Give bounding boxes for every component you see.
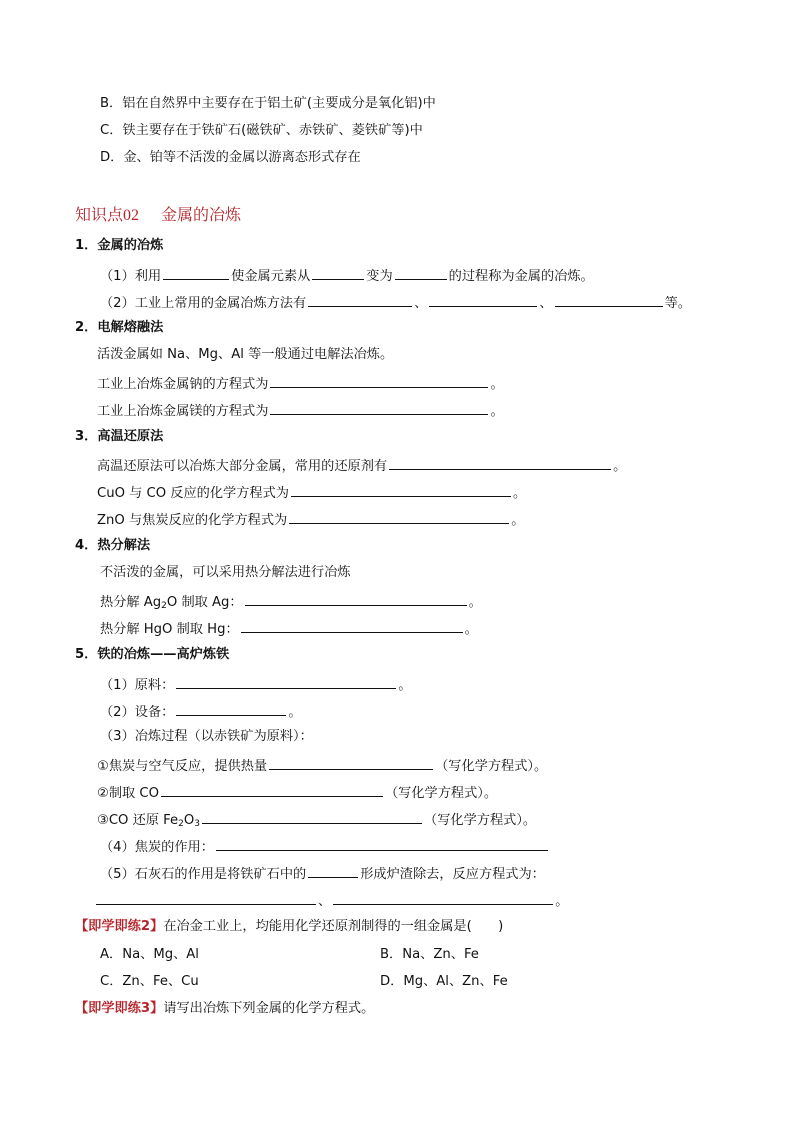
section-5-line-9 bbox=[96, 891, 568, 910]
text: 。 bbox=[468, 595, 482, 610]
section-4-line-3 bbox=[100, 619, 478, 638]
section-5-line-3: （3）冶炼过程（以赤铁矿为原料）： bbox=[100, 729, 313, 744]
section-3-line-2 bbox=[97, 483, 526, 502]
text: ③CO 还原 Fe bbox=[97, 813, 179, 828]
answer-blank[interactable] bbox=[96, 891, 316, 905]
answer-blank[interactable] bbox=[163, 266, 229, 280]
answer-blank[interactable] bbox=[245, 592, 467, 606]
section-5-line-6 bbox=[97, 810, 536, 832]
text: 热分解 Ag bbox=[100, 595, 162, 610]
text: ZnO 与焦炭反应的化学方程式为 bbox=[97, 513, 288, 528]
text: 形成炉渣除去，反应方程式为： bbox=[360, 867, 545, 882]
option-b: B．铝在自然界中主要存在于铝土矿(主要成分是氧化铝)中 bbox=[100, 96, 436, 111]
answer-blank[interactable] bbox=[395, 266, 447, 280]
answer-blank[interactable] bbox=[176, 675, 396, 689]
text: （4）焦炭的作用： bbox=[100, 840, 214, 855]
text: 。 bbox=[555, 894, 569, 909]
text: 在冶金工业上，均能用化学还原剂制得的一组金属是( ) bbox=[163, 919, 504, 934]
practice-3-tag: 【即学即练3】 bbox=[75, 1001, 164, 1016]
section-5-title: 5．铁的冶炼——高炉炼铁 bbox=[75, 647, 230, 662]
text: 等。 bbox=[664, 296, 691, 311]
answer-blank[interactable] bbox=[308, 864, 358, 878]
text: 、 bbox=[539, 296, 553, 311]
practice-2-option-b: B．Na、Zn、Fe bbox=[380, 947, 479, 962]
knowledge-point-title: 金属的冶炼 bbox=[161, 207, 242, 224]
knowledge-point-heading bbox=[75, 202, 241, 225]
text: （2）工业上常用的金属冶炼方法有 bbox=[100, 296, 307, 311]
practice-3-question bbox=[75, 1001, 374, 1017]
subscript: 2 bbox=[161, 601, 167, 611]
text: 变为 bbox=[366, 269, 393, 284]
text: 工业上冶炼金属钠的方程式为 bbox=[97, 377, 269, 392]
section-3-line-1 bbox=[97, 456, 626, 475]
section-4-line-1: 不活泼的金属，可以采用热分解法进行冶炼 bbox=[100, 565, 351, 580]
practice-2-option-c: C．Zn、Fe、Cu bbox=[100, 974, 199, 989]
answer-blank[interactable] bbox=[241, 619, 463, 633]
section-5-line-4 bbox=[97, 756, 547, 775]
section-5-line-8 bbox=[100, 864, 545, 883]
subscript: 2 bbox=[178, 819, 184, 829]
text: 、 bbox=[414, 296, 428, 311]
section-4-line-2 bbox=[100, 592, 482, 614]
text: 。 bbox=[512, 486, 527, 501]
knowledge-point-number: 知识点02 bbox=[75, 207, 140, 224]
answer-blank[interactable] bbox=[161, 783, 383, 797]
section-2-title: 2．电解熔融法 bbox=[75, 320, 164, 335]
option-c: C．铁主要存在于铁矿石(磁铁矿、赤铁矿、菱铁矿等)中 bbox=[100, 123, 423, 138]
answer-blank[interactable] bbox=[270, 401, 488, 415]
text: 高温还原法可以冶炼大部分金属，常用的还原剂有 bbox=[97, 459, 388, 474]
text: 。 bbox=[398, 678, 412, 693]
answer-blank[interactable] bbox=[270, 374, 488, 388]
answer-blank[interactable] bbox=[289, 510, 509, 524]
section-2-line-1: 活泼金属如 Na、Mg、Al 等一般通过电解法冶炼。 bbox=[97, 347, 394, 362]
answer-blank[interactable] bbox=[333, 891, 553, 905]
text: 工业上冶炼金属镁的方程式为 bbox=[97, 404, 269, 419]
section-4-title: 4．热分解法 bbox=[75, 538, 151, 553]
section-3-title: 3．高温还原法 bbox=[75, 429, 164, 444]
text: 。 bbox=[613, 459, 627, 474]
section-5-line-1 bbox=[100, 675, 412, 694]
answer-blank[interactable] bbox=[202, 810, 422, 824]
section-5-line-2 bbox=[100, 702, 302, 721]
text: ①焦炭与空气反应，提供热量 bbox=[97, 759, 268, 774]
answer-blank[interactable] bbox=[308, 293, 412, 307]
answer-blank[interactable] bbox=[269, 756, 433, 770]
answer-blank[interactable] bbox=[312, 266, 364, 280]
text: ②制取 CO bbox=[97, 786, 159, 801]
text: O bbox=[183, 813, 195, 828]
text: （1）原料： bbox=[100, 678, 175, 693]
practice-2-tag: 【即学即练2】 bbox=[75, 919, 164, 934]
text: 热分解 HgO 制取 Hg： bbox=[100, 622, 239, 637]
answer-blank[interactable] bbox=[389, 456, 611, 470]
text: （写化学方程式）。 bbox=[424, 813, 537, 828]
text: O 制取 Ag： bbox=[166, 595, 243, 610]
answer-blank[interactable] bbox=[291, 483, 511, 497]
section-1-line-1 bbox=[100, 266, 594, 285]
section-5-line-5 bbox=[97, 783, 497, 802]
section-2-line-2 bbox=[97, 374, 504, 393]
practice-2-question bbox=[75, 919, 503, 935]
answer-blank[interactable] bbox=[555, 293, 663, 307]
section-1-line-2 bbox=[100, 293, 691, 312]
section-5-line-7 bbox=[100, 837, 550, 856]
practice-2-option-d: D．Mg、Al、Zn、Fe bbox=[380, 974, 508, 989]
text: 。 bbox=[490, 404, 504, 419]
option-d: D．金、铂等不活泼的金属以游离态形式存在 bbox=[100, 150, 361, 165]
text: （5）石灰石的作用是将铁矿石中的 bbox=[100, 867, 307, 882]
section-3-line-3 bbox=[97, 510, 524, 529]
answer-blank[interactable] bbox=[176, 702, 286, 716]
text: （写化学方程式）。 bbox=[384, 786, 498, 801]
text: 的过程称为金属的冶炼。 bbox=[448, 269, 594, 284]
text: 。 bbox=[511, 513, 525, 528]
text: （1）利用 bbox=[100, 269, 162, 284]
answer-blank[interactable] bbox=[429, 293, 537, 307]
practice-2-option-a: A．Na、Mg、Al bbox=[100, 947, 199, 962]
section-1-title: 1．金属的冶炼 bbox=[75, 238, 164, 253]
text: 、 bbox=[318, 894, 332, 909]
text: （写化学方程式）。 bbox=[435, 759, 548, 774]
text: 请写出冶炼下列金属的化学方程式。 bbox=[163, 1001, 375, 1016]
text: 。 bbox=[288, 705, 302, 720]
text: 。 bbox=[464, 622, 478, 637]
text: 使金属元素从 bbox=[231, 269, 311, 284]
text: （2）设备： bbox=[100, 705, 175, 720]
subscript: 3 bbox=[194, 819, 201, 829]
text: CuO 与 CO 反应的化学方程式为 bbox=[97, 486, 289, 501]
text: 。 bbox=[490, 377, 504, 392]
answer-blank[interactable] bbox=[216, 837, 548, 851]
section-2-line-3 bbox=[97, 401, 504, 420]
